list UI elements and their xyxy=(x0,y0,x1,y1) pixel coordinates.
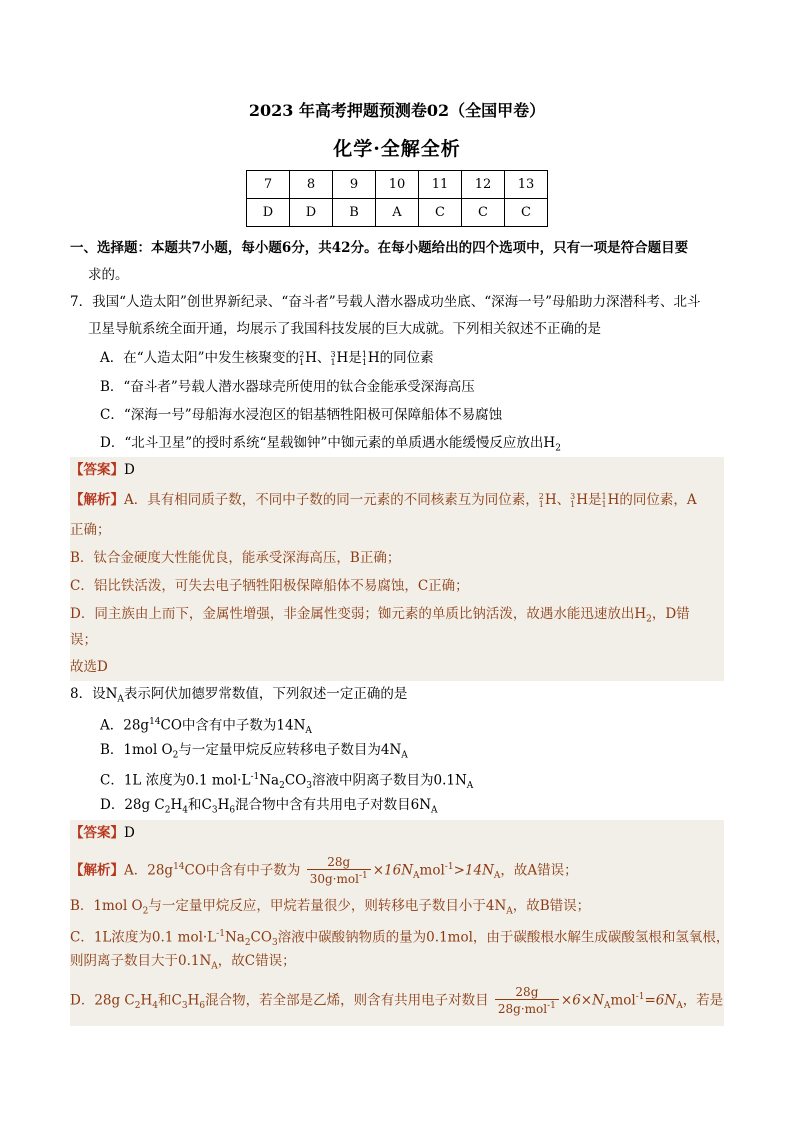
q8-analysis-a: 【解析】A．$28g^{14}CO$中含有中子数为 $\frac{28g}{30g\cdot mol^{-1}}$ $\times 16N_Amol^{-1}>14N_A$，故A错误； xyxy=(70,855,578,886)
q7-option-b: B．“奋斗者”号载人潜水器球壳所使用的钛合金能承受深海高压 xyxy=(100,379,475,395)
q7-conclusion: 故选D xyxy=(70,659,108,675)
q8-option-a: A．$28g^{14}CO$中含有中子数为$14N_A$ xyxy=(100,717,312,737)
page-subtitle: 化学·全解全析 xyxy=(333,138,461,160)
question-number: 7 xyxy=(247,171,290,199)
q8-answer: 【答案】D xyxy=(70,825,135,841)
answer-table xyxy=(246,170,548,227)
q8-option-b: B．1mol $O_2$与一定量甲烷反应转移电子数目为$4N_A$ xyxy=(100,742,408,761)
q7-analysis-d-cont: 误； xyxy=(70,632,97,648)
q8-analysis-c: C．1L浓度为0.1 $mol\cdot L^{-1}Na_2CO_3$溶液中碳酸钠物质的量为0.1mol，由于碳酸根水解生成碳酸氢根和氢氧根， xyxy=(70,929,730,949)
question-number: 12 xyxy=(462,171,505,199)
q8-stem: 8．设$N_A$表示阿伏加德罗常数值，下列叙述一定正确的是 xyxy=(70,686,408,705)
question-number: 11 xyxy=(419,171,462,199)
q7-answer: 【答案】D xyxy=(70,462,135,478)
q8-analysis-b: B．1mol $O_2$与一定量甲烷反应，甲烷若量很少，则转移电子数目小于$4N_A$，故B错误； xyxy=(70,898,591,917)
q8-analysis-c-cont: 则阴离子数目大于$0.1N_A$，故C错误； xyxy=(70,953,296,972)
answer-table-answer-row xyxy=(247,199,548,227)
q7-analysis-d: D．同主族由上而下，金属性增强，非金属性变弱；铷元素的单质比钠活泼，故遇水能迅速放出$H_2$，D错 xyxy=(70,606,690,625)
q7-option-a: A．在“人造太阳”中发生核聚变的2 1H、3 1H是1 1H的同位素 xyxy=(100,349,434,367)
fraction: $\frac{28g}{30g\cdot mol^{-1}}$ xyxy=(307,856,371,886)
q7-stem-cont: 卫星导航系统全面开通，均展示了我国科技发展的巨大成就。下列相关叙述不正确的是 xyxy=(88,321,601,337)
q8-analysis-d: D．28g $C_2H_4$和$C_3H_6$混合物，若全部是乙烯，则含有共用电子对数目 $\frac{28g}{28g\cdot mol^{-1}}$ $\times 6\times N_Amol^{-1}=6N_A$，若是 xyxy=(70,985,724,1016)
q8-option-d: D．28g $C_2H_4$和$C_3H_6$混合物中含有共用电子对数目$6N_A$ xyxy=(100,797,438,816)
q7-analysis-b: B．钛合金硬度大性能优良，能承受深海高压，B正确； xyxy=(70,550,401,566)
question-number: 13 xyxy=(505,171,548,199)
answer-letter: A xyxy=(376,199,419,227)
q7-analysis-a-cont: 正确； xyxy=(70,522,111,538)
answer-letter: C xyxy=(419,199,462,227)
q7-option-c: C．“深海一号”母船海水浸泡区的铝基牺牲阳极可保障船体不易腐蚀 xyxy=(100,407,503,423)
answer-letter: C xyxy=(462,199,505,227)
section-heading-cont: 求的。 xyxy=(88,267,129,283)
question-number: 8 xyxy=(290,171,333,199)
section-heading: 一、选择题：本题共7小题，每小题6分，共42分。在每小题给出的四个选项中，只有一项是符合题目要 xyxy=(70,240,689,256)
q7-analysis-a: 【解析】A．具有相同质子数，不同中子数的同一元素的不同核素互为同位素，2 1H、3 1H是1 1H的同位素，A xyxy=(70,491,697,509)
answer-letter: B xyxy=(333,199,376,227)
q7-stem: 7．我国“人造太阳”创世界新纪录、“奋斗者”号载人潜水器成功坐底、“深海一号”母船助力深潜科考、北斗 xyxy=(70,294,701,310)
q8-option-c: C．1L 浓度为0.1 $mol\cdot L^{-1}Na_2CO_3$溶液中阴离子数目为$0.1N_A$ xyxy=(100,772,474,792)
answer-letter: D xyxy=(290,199,333,227)
page-title: 2023 年高考押题预测卷02（全国甲卷） xyxy=(248,101,546,120)
q7-option-d: D．“北斗卫星”的授时系统“星载铷钟”中铷元素的单质遇水能缓慢反应放出$H_2$ xyxy=(100,435,561,454)
question-number: 10 xyxy=(376,171,419,199)
answer-letter: C xyxy=(505,199,548,227)
answer-letter: D xyxy=(247,199,290,227)
q7-analysis-c: C．铝比铁活泼，可失去电子牺牲阳极保障船体不易腐蚀，C正确； xyxy=(70,578,469,594)
question-number: 9 xyxy=(333,171,376,199)
answer-table-header-row xyxy=(247,171,548,199)
fraction: $\frac{28g}{28g\cdot mol^{-1}}$ xyxy=(495,986,559,1016)
